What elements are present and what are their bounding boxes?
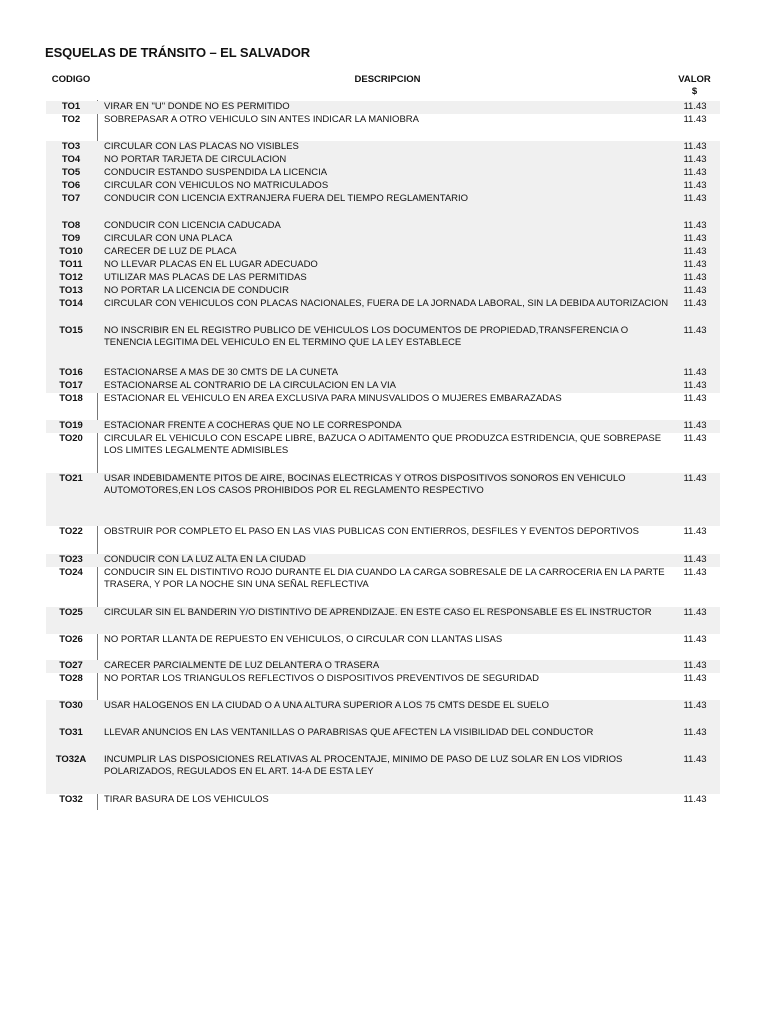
- infraction-description: ESTACIONARSE A MAS DE 30 CMTS DE LA CUNETA: [104, 367, 339, 378]
- infraction-code: TO27: [59, 660, 83, 671]
- table-row: [46, 380, 720, 393]
- table-row: [46, 298, 720, 325]
- table-row: [46, 673, 720, 700]
- infraction-code: TO10: [59, 246, 83, 257]
- fine-value: 11.43: [683, 433, 707, 444]
- infraction-code: TO26: [59, 634, 83, 645]
- fine-value: 11.43: [683, 754, 707, 765]
- infraction-description: TIRAR BASURA DE LOS VEHICULOS: [104, 794, 269, 805]
- fine-value: 11.43: [683, 259, 707, 270]
- infraction-code: TO12: [59, 272, 83, 283]
- fine-value: 11.43: [683, 794, 707, 805]
- table-row: [46, 754, 720, 794]
- fine-value: 11.43: [683, 634, 707, 645]
- infraction-description: VIRAR EN "U" DONDE NO ES PERMITIDO: [104, 101, 290, 112]
- table-row: [46, 367, 720, 380]
- infraction-description: CONDUCIR CON LA LUZ ALTA EN LA CIUDAD: [104, 554, 306, 565]
- infraction-description: NO PORTAR TARJETA DE CIRCULACION: [104, 154, 287, 165]
- table-row: [46, 114, 720, 141]
- infraction-code: TO14: [59, 298, 83, 309]
- column-header-value: [672, 74, 717, 98]
- infraction-description: OBSTRUIR POR COMPLETO EL PASO EN LAS VIAS PUBLICAS CON ENTIERROS, DESFILES Y EVENTOS DEPORTIVOS: [104, 526, 639, 537]
- infraction-code: TO18: [59, 393, 83, 404]
- infraction-description: ESTACIONAR FRENTE A COCHERAS QUE NO LE CORRESPONDA: [104, 420, 402, 431]
- column-header-value-label: VALOR: [678, 74, 711, 85]
- infraction-description: CIRCULAR CON LAS PLACAS NO VISIBLES: [104, 141, 299, 152]
- table-row: [46, 526, 720, 554]
- fine-value: 11.43: [683, 193, 707, 204]
- infraction-code: TO21: [59, 473, 83, 484]
- fine-value: 11.43: [683, 246, 707, 257]
- table-row: [46, 393, 720, 420]
- fine-value: 11.43: [683, 325, 707, 336]
- infraction-code: TO6: [61, 180, 81, 191]
- fine-value: 11.43: [683, 114, 707, 125]
- infraction-code: TO8: [61, 220, 81, 231]
- table-row: [46, 567, 720, 607]
- infraction-code: TO22: [59, 526, 83, 537]
- infraction-description: CIRCULAR CON VEHICULOS CON PLACAS NACIONALES, FUERA DE LA JORNADA LABORAL, SIN LA DEBIDA AUTORIZACION: [104, 298, 669, 309]
- table-row: [46, 167, 720, 180]
- fine-value: 11.43: [683, 141, 707, 152]
- fine-value: 11.43: [683, 154, 707, 165]
- infraction-code: TO5: [61, 167, 81, 178]
- fine-value: 11.43: [683, 167, 707, 178]
- fine-value: 11.43: [683, 380, 707, 391]
- fine-value: 11.43: [683, 220, 707, 231]
- table-row: [46, 154, 720, 167]
- infraction-description: CONDUCIR ESTANDO SUSPENDIDA LA LICENCIA: [104, 167, 328, 178]
- fine-value: 11.43: [683, 101, 707, 112]
- infraction-description: USAR HALOGENOS EN LA CIUDAD O A UNA ALTURA SUPERIOR A LOS 75 CMTS DESDE EL SUELO: [104, 700, 550, 711]
- infraction-code: TO13: [59, 285, 83, 296]
- infraction-code: TO30: [59, 700, 83, 711]
- table-row: [46, 220, 720, 233]
- infraction-description: NO PORTAR LLANTA DE REPUESTO EN VEHICULOS, O CIRCULAR CON LLANTAS LISAS: [104, 634, 503, 645]
- table-row: [46, 607, 720, 634]
- table-row: [46, 660, 720, 673]
- table-row: [46, 634, 720, 660]
- infraction-description: NO PORTAR LOS TRIANGULOS REFLECTIVOS O DISPOSITIVOS PREVENTIVOS DE SEGURIDAD: [104, 673, 539, 684]
- infraction-code: TO15: [59, 325, 83, 336]
- infraction-code: TO17: [59, 380, 83, 391]
- infraction-code: TO16: [59, 367, 83, 378]
- fine-value: 11.43: [683, 567, 707, 578]
- table-row: [46, 141, 720, 154]
- document-title: ESQUELAS DE TRÁNSITO – EL SALVADOR: [45, 45, 311, 60]
- table-row: [46, 700, 720, 727]
- table-row: [46, 420, 720, 433]
- infraction-code: TO31: [59, 727, 83, 738]
- infraction-description: LLEVAR ANUNCIOS EN LAS VENTANILLAS O PARABRISAS QUE AFECTEN LA VISIBILIDAD DEL CONDUCTOR: [104, 727, 594, 738]
- infraction-code: TO3: [61, 141, 81, 152]
- infraction-description: INCUMPLIR LAS DISPOSICIONES RELATIVAS AL PROCENTAJE, MINIMO DE PASO DE LUZ SOLAR EN LOS VIDRIOS POLARIZADOS, REGULADOS EN EL ART. 14-A DE ESTA LEY: [104, 754, 623, 777]
- infraction-description: NO INSCRIBIR EN EL REGISTRO PUBLICO DE VEHICULOS LOS DOCUMENTOS DE PROPIEDAD,TRANSFERENCIA O TENENCIA LEGITIMA DEL VEHICULO EN EL TERMINO QUE LA LEY ESTABLECE: [104, 325, 629, 348]
- infraction-description: ESTACIONARSE AL CONTRARIO DE LA CIRCULACION EN LA VIA: [104, 380, 396, 391]
- fine-value: 11.43: [683, 660, 707, 671]
- infraction-description: SOBREPASAR A OTRO VEHICULO SIN ANTES INDICAR LA MANIOBRA: [104, 114, 419, 125]
- infraction-description: NO PORTAR LA LICENCIA DE CONDUCIR: [104, 285, 289, 296]
- table-row: [46, 794, 720, 814]
- infraction-code: TO19: [59, 420, 83, 431]
- table-row: [46, 272, 720, 285]
- fine-value: 11.43: [683, 554, 707, 565]
- fine-value: 11.43: [683, 700, 707, 711]
- fine-value: 11.43: [683, 526, 707, 537]
- fine-value: 11.43: [683, 367, 707, 378]
- infraction-code: TO28: [59, 673, 83, 684]
- infraction-description: UTILIZAR MAS PLACAS DE LAS PERMITIDAS: [104, 272, 307, 283]
- fine-value: 11.43: [683, 233, 707, 244]
- fine-value: 11.43: [683, 298, 707, 309]
- table-row: [46, 554, 720, 567]
- fine-value: 11.43: [683, 180, 707, 191]
- infraction-description: USAR INDEBIDAMENTE PITOS DE AIRE, BOCINAS ELECTRICAS Y OTROS DISPOSITIVOS SONOROS EN VEHICULO AUTOMOTORES,EN LOS CASOS PROHIBIDOS POR EL REGLAMENTO RESPECTIVO: [104, 473, 626, 496]
- table-row: [46, 727, 720, 754]
- fine-value: 11.43: [683, 420, 707, 431]
- column-header-value-currency: $: [691, 86, 698, 97]
- fine-value: 11.43: [683, 393, 707, 404]
- table-row: [46, 193, 720, 220]
- table-row: [46, 259, 720, 272]
- table-row: [46, 246, 720, 259]
- infraction-code: TO24: [59, 567, 83, 578]
- infraction-code: TO1: [61, 101, 81, 112]
- infraction-description: CIRCULAR SIN EL BANDERIN Y/O DISTINTIVO DE APRENDIZAJE. EN ESTE CASO EL RESPONSABLE ES EL INSTRUCTOR: [104, 607, 652, 618]
- infraction-code: TO11: [59, 259, 83, 270]
- infraction-description: ESTACIONAR EL VEHICULO EN AREA EXCLUSIVA PARA MINUSVALIDOS O MUJERES EMBARAZADAS: [104, 393, 562, 404]
- table-row: [46, 325, 720, 367]
- fine-value: 11.43: [683, 673, 707, 684]
- infraction-code: TO4: [61, 154, 81, 165]
- fine-value: 11.43: [683, 473, 707, 484]
- infraction-description: CONDUCIR CON LICENCIA CADUCADA: [104, 220, 281, 231]
- fine-value: 11.43: [683, 607, 707, 618]
- fine-value: 11.43: [683, 727, 707, 738]
- infraction-description: CARECER PARCIALMENTE DE LUZ DELANTERA O TRASERA: [104, 660, 380, 671]
- infraction-code: TO2: [61, 114, 81, 125]
- infraction-code: TO7: [61, 193, 81, 204]
- column-header-description: DESCRIPCION: [354, 74, 421, 85]
- table-row: [46, 473, 720, 526]
- infraction-code: TO25: [59, 607, 83, 618]
- infraction-code: TO9: [61, 233, 81, 244]
- infraction-description: CIRCULAR CON UNA PLACA: [104, 233, 233, 244]
- table-row: [46, 233, 720, 246]
- infraction-description: CIRCULAR CON VEHICULOS NO MATRICULADOS: [104, 180, 329, 191]
- column-header-code: CODIGO: [51, 74, 91, 85]
- infraction-description: CARECER DE LUZ DE PLACA: [104, 246, 237, 257]
- infraction-code: TO32: [59, 794, 83, 805]
- fine-value: 11.43: [683, 285, 707, 296]
- table-row: [46, 433, 720, 473]
- infraction-description: CIRCULAR EL VEHICULO CON ESCAPE LIBRE, BAZUCA O ADITAMENTO QUE PRODUZCA ESTRIDENCIA, QUE SOBREPASE LOS LIMITES LEGALMENTE ADMISIBLES: [104, 433, 662, 456]
- infraction-description: NO LLEVAR PLACAS EN EL LUGAR ADECUADO: [104, 259, 318, 270]
- table-row: [46, 180, 720, 193]
- table-row: [46, 285, 720, 298]
- infraction-code: TO23: [59, 554, 83, 565]
- fine-value: 11.43: [683, 272, 707, 283]
- infraction-code: TO32A: [55, 754, 87, 765]
- infraction-description: CONDUCIR CON LICENCIA EXTRANJERA FUERA DEL TIEMPO REGLAMENTARIO: [104, 193, 469, 204]
- infraction-code: TO20: [59, 433, 83, 444]
- infraction-description: CONDUCIR SIN EL DISTINTIVO ROJO DURANTE EL DIA CUANDO LA CARGA SOBRESALE DE LA CARROCERIA EN LA PARTE TRASERA, Y POR LA NOCHE SIN UNA SEÑAL REFLECTIVA: [104, 567, 665, 590]
- table-row: [46, 101, 720, 114]
